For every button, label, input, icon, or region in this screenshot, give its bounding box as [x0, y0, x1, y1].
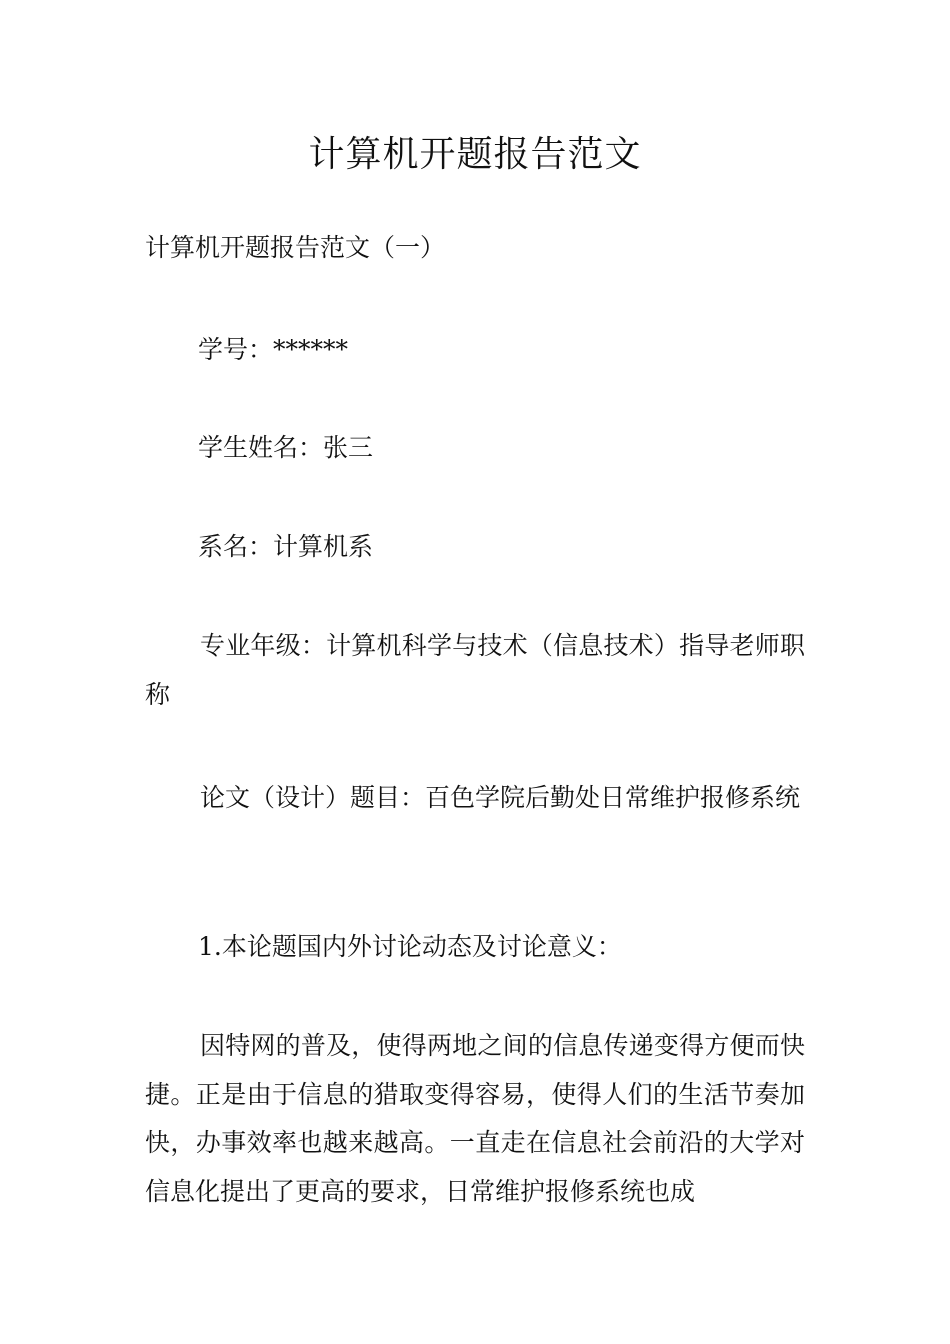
section-heading: 1.本论题国内外讨论动态及讨论意义： — [198, 932, 622, 961]
student-name-line: 学生姓名：张三 — [198, 433, 374, 462]
student-id-line: 学号：****** — [198, 335, 349, 364]
document-subtitle: 计算机开题报告范文（一） — [145, 233, 446, 262]
major-grade-line: 专业年级：计算机科学与技术（信息技术）指导老师职称 — [145, 631, 805, 709]
department-line: 系名：计算机系 — [198, 532, 374, 561]
document-title: 计算机开题报告范文 — [308, 134, 642, 175]
body-paragraph: 因特网的普及，使得两地之间的信息传递变得方便而快捷。正是由于信息的猎取变得容易，使得人们的生活节奏加快，办事效率也越来越高。一直走在信息社会前沿的大学对信息化提出了更高的要求，日常维护报修系统也成 — [145, 1031, 805, 1206]
thesis-title-line: 论文（设计）题目：百色学院后勤处日常维护报修系统 — [200, 783, 801, 812]
